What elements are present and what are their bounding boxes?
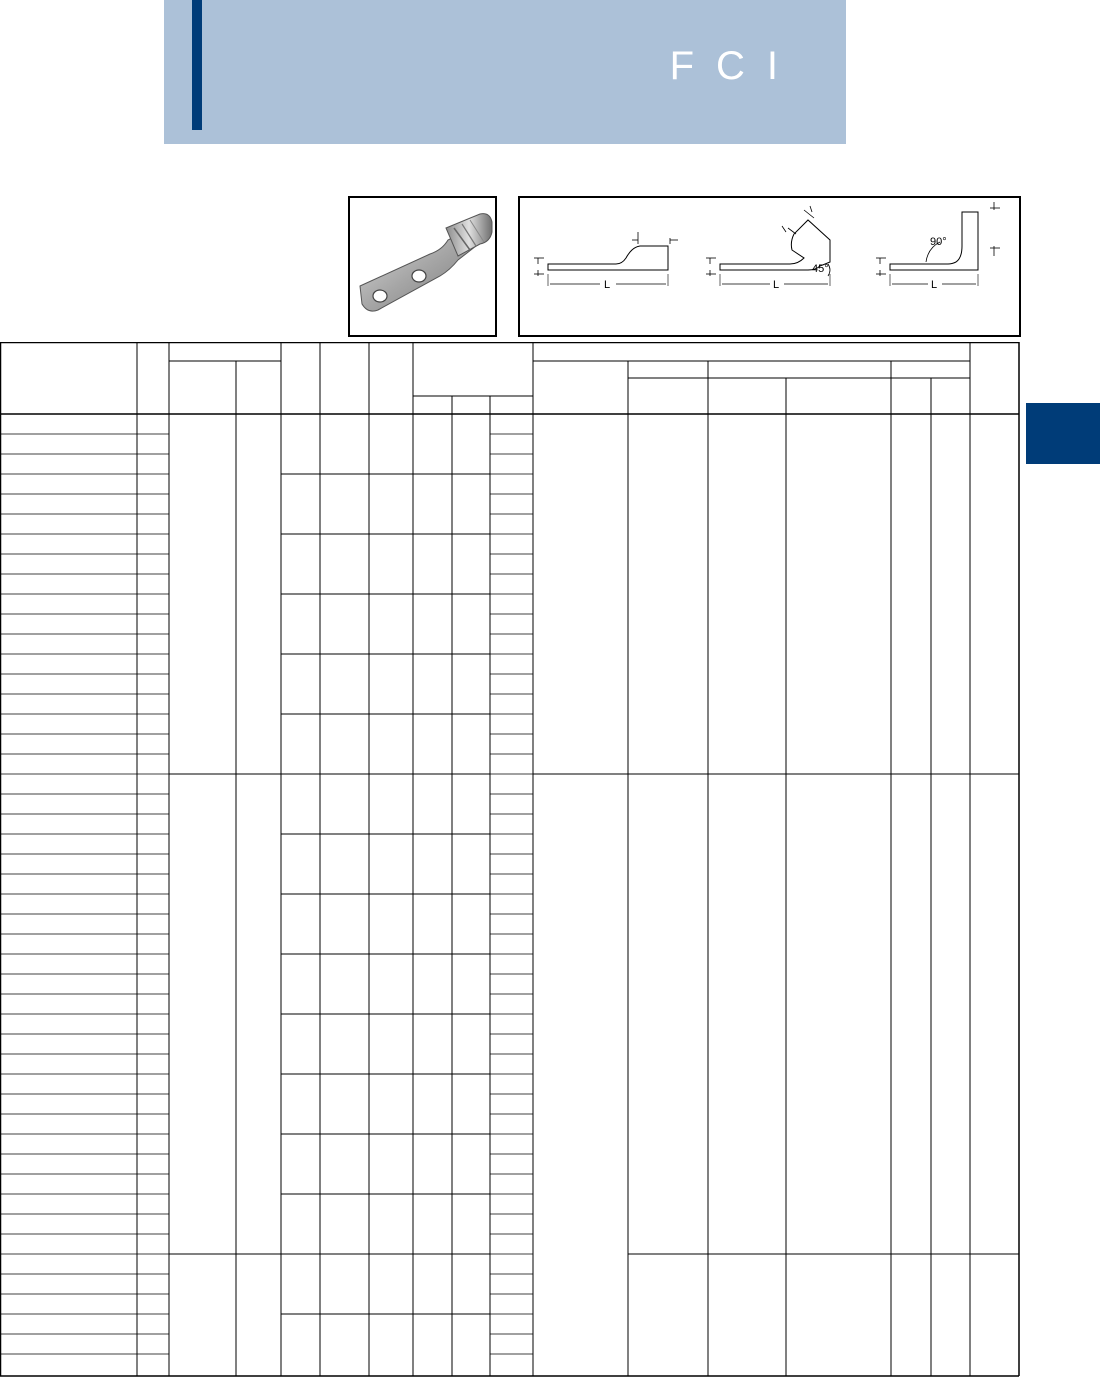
angle45-lug-diagram <box>706 206 830 291</box>
brand-logo: FCI <box>669 44 800 88</box>
angle90-degree-label: 90° <box>930 236 947 248</box>
two-hole-lug-image <box>350 198 495 335</box>
angle45-degree-label: 45° <box>812 263 829 275</box>
angle90-lug-diagram <box>876 202 1000 291</box>
dimension-diagram-frame <box>518 196 1021 337</box>
product-photo-frame <box>348 196 497 337</box>
straight-lug-diagram <box>534 232 678 291</box>
spec-table <box>0 342 1020 1377</box>
section-side-tab <box>1026 403 1100 464</box>
straight-length-label: L <box>604 279 611 291</box>
header-banner <box>164 0 846 144</box>
angle90-length-label: L <box>931 279 938 291</box>
angle45-length-label: L <box>773 279 780 291</box>
spec-table-grid <box>0 342 1020 1377</box>
banner-accent-stripe <box>192 0 202 130</box>
